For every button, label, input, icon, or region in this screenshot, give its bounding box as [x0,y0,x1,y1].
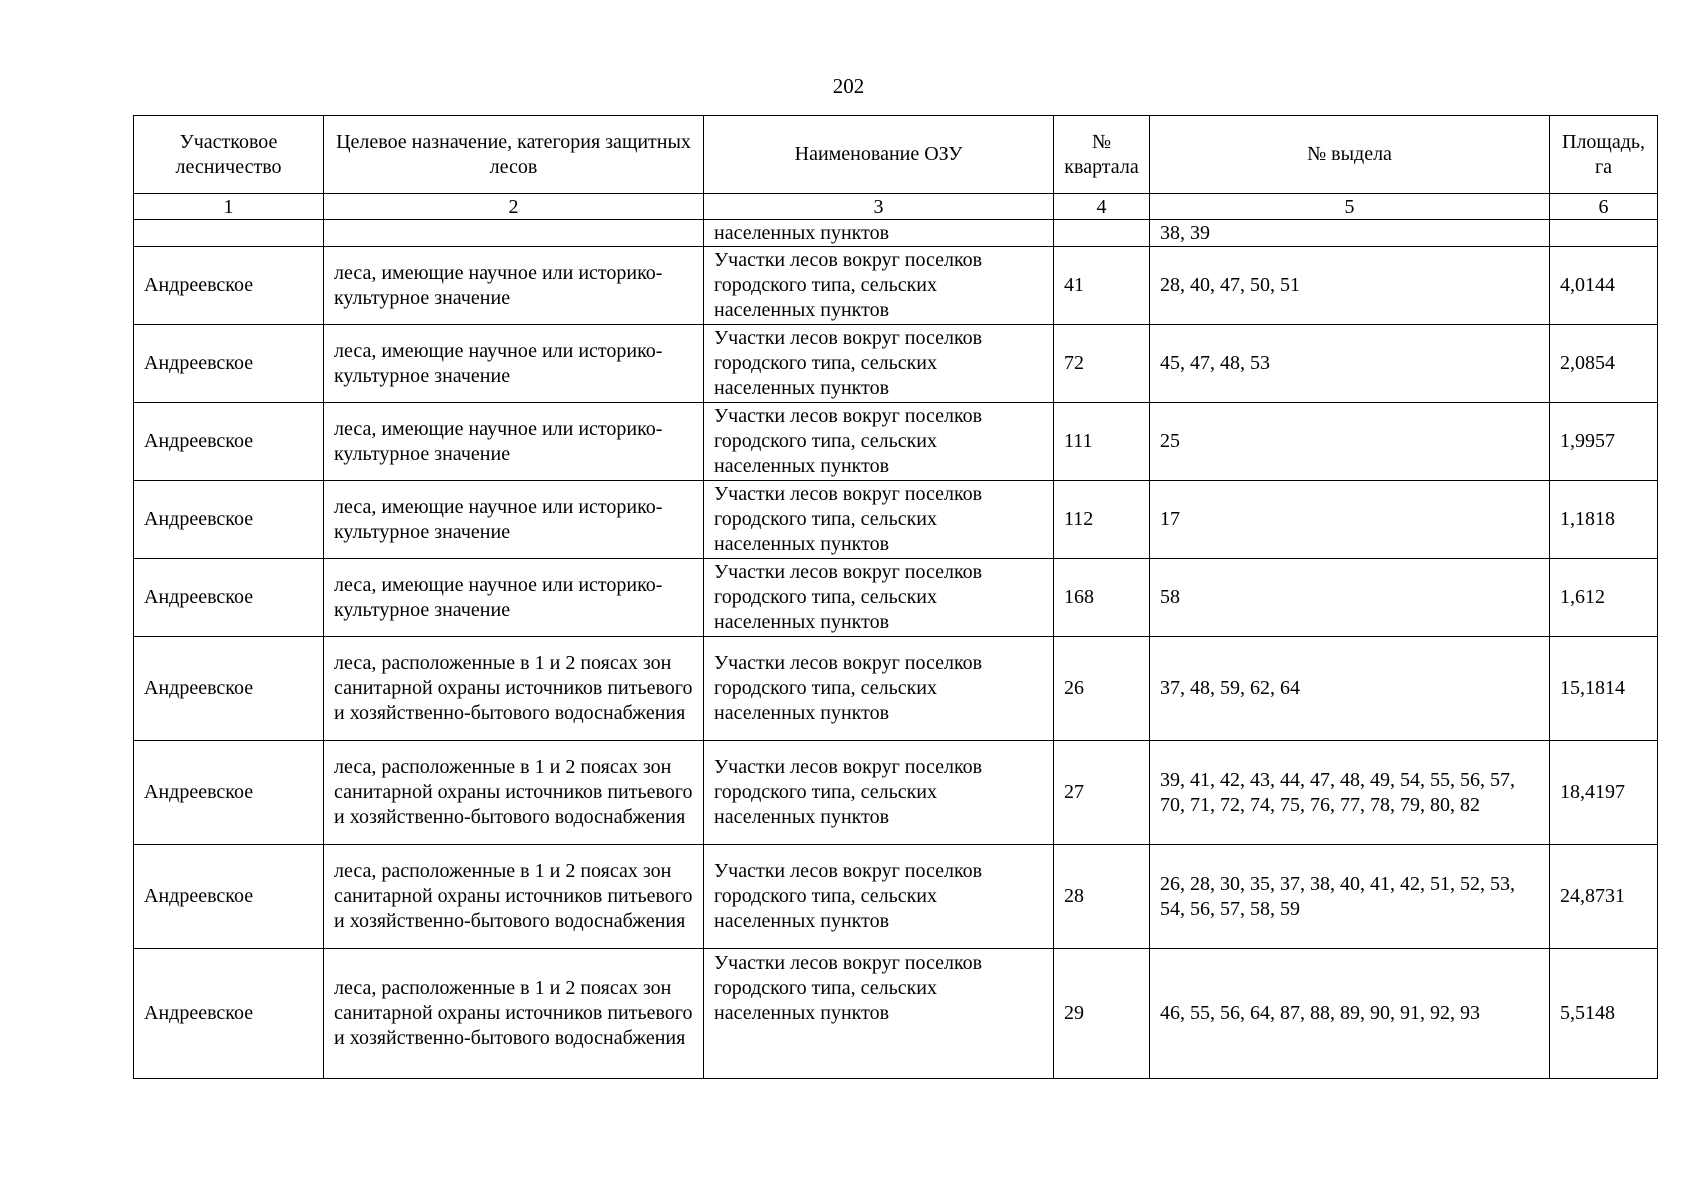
cell-ozu: Участки лесов вокруг поселков городского типа, сельских населенных пунктов [704,741,1054,845]
cell-category: леса, расположенные в 1 и 2 поясах зон санитарной охраны источников питьевого и хозяйственно-бытового водоснабжения [324,741,704,845]
cell-area: 4,0144 [1550,247,1658,325]
table-header-row [134,116,1658,194]
cell-category: леса, имеющие научное или историко-культурное значение [324,325,704,403]
cell-area: 1,9957 [1550,403,1658,481]
cell-plots: 26, 28, 30, 35, 37, 38, 40, 41, 42, 51, 52, 53, 54, 56, 57, 58, 59 [1150,845,1550,949]
cell-ozu: Участки лесов вокруг поселков городского типа, сельских населенных пунктов [704,559,1054,637]
cell-area: 1,1818 [1550,481,1658,559]
cell-ozu: Участки лесов вокруг поселков городского типа, сельских населенных пунктов [704,949,1054,1079]
header-area: Площадь, га [1550,116,1658,194]
cell-forestry: Андреевское [134,637,324,741]
cell-ozu: Участки лесов вокруг поселков городского типа, сельских населенных пунктов [704,637,1054,741]
table-row [134,637,1658,741]
cell-plots: 39, 41, 42, 43, 44, 47, 48, 49, 54, 55, 56, 57, 70, 71, 72, 74, 75, 76, 77, 78, 79, 80, 82 [1150,741,1550,845]
header-category: Целевое назначение, категория защитных лесов [324,116,704,194]
cell-plots: 45, 47, 48, 53 [1150,325,1550,403]
cell-area: 5,5148 [1550,949,1658,1079]
column-number: 2 [324,194,704,220]
cell-forestry: Андреевское [134,325,324,403]
cell-area: 15,1814 [1550,637,1658,741]
cell-category: леса, расположенные в 1 и 2 поясах зон санитарной охраны источников питьевого и хозяйственно-бытового водоснабжения [324,637,704,741]
cell-plots: 37, 48, 59, 62, 64 [1150,637,1550,741]
table-row [134,845,1658,949]
cell-forestry: Андреевское [134,741,324,845]
column-number: 3 [704,194,1054,220]
table-row [134,559,1658,637]
cell-ozu: Участки лесов вокруг поселков городского типа, сельских населенных пунктов [704,403,1054,481]
column-numbers-row [134,194,1658,220]
header-forestry: Участковое лесничество [134,116,324,194]
continuation-row [134,220,1658,247]
header-plots: № выдела [1150,116,1550,194]
cell-area [1550,220,1658,247]
table-row [134,481,1658,559]
cell-category: леса, расположенные в 1 и 2 поясах зон санитарной охраны источников питьевого и хозяйственно-бытового водоснабжения [324,845,704,949]
cell-category [324,220,704,247]
cell-ozu: Участки лесов вокруг поселков городского типа, сельских населенных пунктов [704,247,1054,325]
cell-quarter: 29 [1054,949,1150,1079]
cell-quarter: 28 [1054,845,1150,949]
cell-forestry: Андреевское [134,559,324,637]
cell-category: леса, расположенные в 1 и 2 поясах зон санитарной охраны источников питьевого и хозяйственно-бытового водоснабжения [324,949,704,1079]
table-row [134,325,1658,403]
cell-plots: 46, 55, 56, 64, 87, 88, 89, 90, 91, 92, 93 [1150,949,1550,1079]
cell-ozu: Участки лесов вокруг поселков городского типа, сельских населенных пунктов [704,481,1054,559]
cell-area: 24,8731 [1550,845,1658,949]
cell-quarter: 27 [1054,741,1150,845]
cell-forestry: Андреевское [134,403,324,481]
cell-category: леса, имеющие научное или историко-культурное значение [324,481,704,559]
cell-plots: 17 [1150,481,1550,559]
cell-quarter: 168 [1054,559,1150,637]
cell-quarter: 41 [1054,247,1150,325]
column-number: 4 [1054,194,1150,220]
table-row [134,403,1658,481]
header-ozu: Наименование ОЗУ [704,116,1054,194]
cell-area: 2,0854 [1550,325,1658,403]
cell-ozu: Участки лесов вокруг поселков городского типа, сельских населенных пунктов [704,325,1054,403]
cell-category: леса, имеющие научное или историко-культурное значение [324,403,704,481]
cell-forestry: Андреевское [134,845,324,949]
cell-forestry: Андреевское [134,247,324,325]
cell-category: леса, имеющие научное или историко-культурное значение [324,247,704,325]
cell-quarter [1054,220,1150,247]
cell-plots: 58 [1150,559,1550,637]
cell-area: 18,4197 [1550,741,1658,845]
cell-area: 1,612 [1550,559,1658,637]
cell-quarter: 112 [1054,481,1150,559]
header-quarter: № квартала [1054,116,1150,194]
cell-category: леса, имеющие научное или историко-культурное значение [324,559,704,637]
table-row [134,949,1658,1079]
column-number: 6 [1550,194,1658,220]
cell-ozu: населенных пунктов [704,220,1054,247]
cell-forestry: Андреевское [134,949,324,1079]
cell-plots: 25 [1150,403,1550,481]
cell-quarter: 26 [1054,637,1150,741]
cell-quarter: 72 [1054,325,1150,403]
table-row [134,247,1658,325]
page-number: 202 [832,74,865,98]
column-number: 5 [1150,194,1550,220]
cell-forestry [134,220,324,247]
cell-quarter: 111 [1054,403,1150,481]
table-row [134,741,1658,845]
forest-plots-table [133,115,1658,1079]
cell-ozu: Участки лесов вокруг поселков городского типа, сельских населенных пунктов [704,845,1054,949]
cell-forestry: Андреевское [134,481,324,559]
cell-plots: 38, 39 [1150,220,1550,247]
cell-plots: 28, 40, 47, 50, 51 [1150,247,1550,325]
column-number: 1 [134,194,324,220]
